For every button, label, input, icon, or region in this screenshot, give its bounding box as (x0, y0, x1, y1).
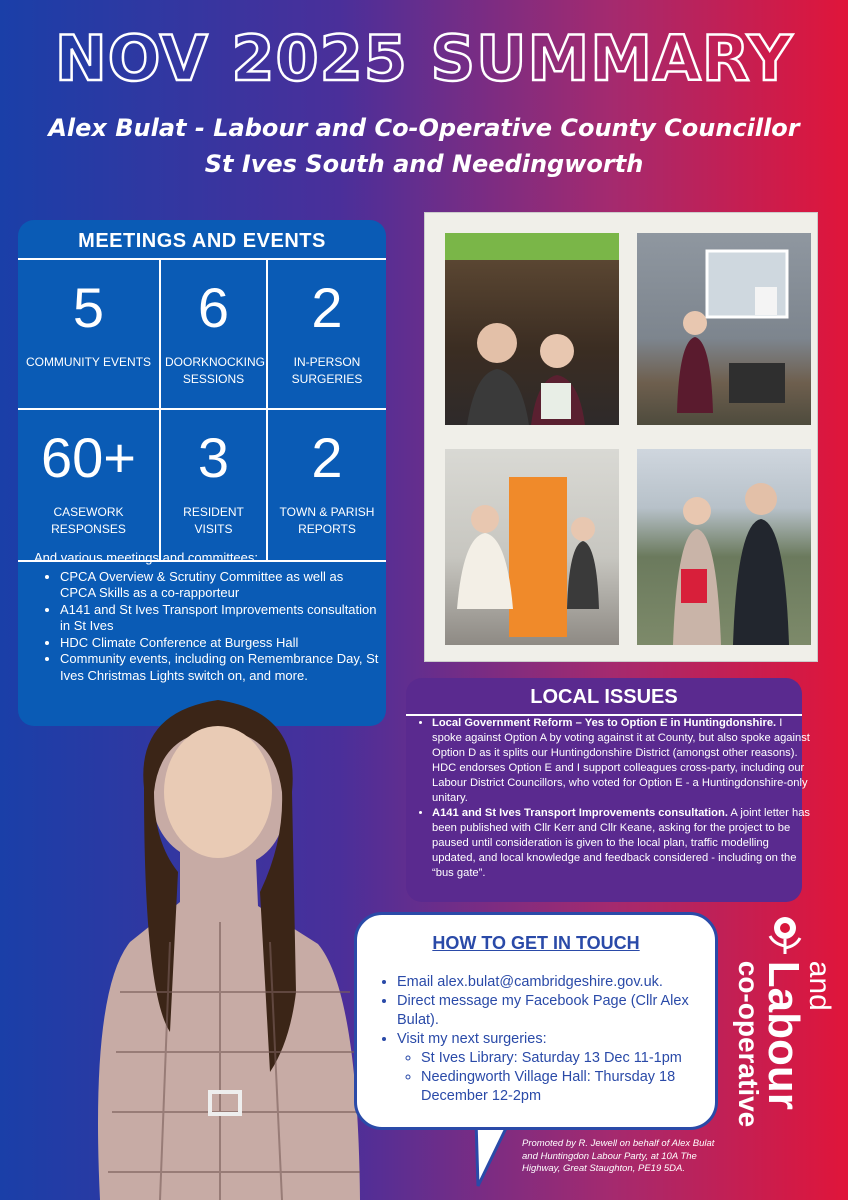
contact-heading: HOW TO GET IN TOUCH (432, 933, 640, 953)
councillor-portrait (60, 692, 390, 1200)
ward-name: St Ives South and Needingworth (204, 150, 644, 178)
logo-coop: co-operative (733, 960, 764, 1128)
stat-casework (18, 410, 161, 560)
stat-value: 5 (72, 276, 105, 339)
list-item: • A141 and St Ives Transport Improvements consultation in St Ives (60, 602, 380, 635)
speech-bubble-tail (470, 1120, 530, 1190)
local-issues-heading: LOCAL ISSUES (530, 686, 678, 708)
issue-text: A joint letter has been published with Cllr Kerr and Cllr Keane, asking for the project to be paused until consideration is given to the local plan, traffic modelling updated, and local knowledge and feedback considered - including on the “bus gate”. (432, 807, 811, 879)
people-photo-icon (637, 449, 811, 645)
stat-label: IN-PERSON SURGERIES (291, 355, 363, 386)
stat-label: TOWN & PARISH REPORTS (279, 505, 375, 536)
committees-intro: And various meetings and committees: (34, 550, 258, 565)
issue-title: A141 and St Ives Transport Improvements consultation. (432, 807, 728, 819)
photo-artsfest (445, 233, 619, 425)
stat-value: 60+ (41, 426, 136, 489)
surgery-item: ◦ St Ives Library: Saturday 13 Dec 11-1pm (421, 1049, 727, 1068)
list-item: • HDC Climate Conference at Burgess Hall (60, 635, 380, 652)
contact-email[interactable]: • Email alex.bulat@cambridgeshire.gov.uk. (397, 973, 727, 992)
logo-labour: Labour (759, 960, 808, 1110)
stat-value: 6 (197, 276, 230, 339)
stat-community-events (18, 260, 161, 410)
stat-label: DOORKNOCKING SESSIONS (165, 355, 266, 386)
logo-and: and (803, 960, 836, 1011)
stat-label: COMMUNITY EVENTS (25, 355, 152, 369)
meetings-heading: MEETINGS AND EVENTS (78, 230, 326, 252)
rose-icon (762, 908, 808, 954)
stat-value: 2 (311, 426, 343, 489)
stat-resident-visits (161, 410, 268, 560)
photo-volunteer (445, 449, 619, 645)
contact-bubble (354, 912, 718, 1130)
logo-wordmark (734, 961, 834, 1128)
issue-text: I spoke against Option A by voting against it at County, but also spoke against Option D as it splits our Huntingdonshire District (amongst other reasons). HDC endorses Option E and I support colleagues cross-party, including our Labour District Councillors, who voted for Option E - a Huntingdonshire-only unitary. (432, 717, 810, 804)
people-photo-icon (637, 233, 811, 425)
list-item (432, 806, 810, 881)
stat-town-parish (268, 410, 386, 560)
stat-surgeries (268, 260, 386, 410)
list-item: • Community events, including on Remembrance Day, St Ives Christmas Lights switch on, and more. (60, 651, 380, 684)
stats-grid (18, 258, 386, 562)
labour-coop-logo (733, 908, 836, 1180)
list-item (432, 716, 810, 806)
photo-cafe (637, 233, 811, 425)
stat-value: 2 (311, 276, 343, 339)
page-title: NOV 2025 SUMMARY (54, 22, 794, 95)
stat-doorknocking (161, 260, 268, 410)
issue-title: Local Government Reform – Yes to Option E in Huntingdonshire. (432, 717, 777, 729)
list-item: • CPCA Overview & Scrutiny Committee as well as CPCA Skills as a co-rapporteur (60, 569, 380, 602)
surgeries-intro: Visit my next surgeries: (397, 1031, 547, 1047)
promoted-by-imprint: Promoted by R. Jewell on behalf of Alex Bulat and Huntingdon Labour Party, at 10A The Highway, Great Staughton, PE19 5DA. (522, 1138, 715, 1174)
meetings-panel (18, 220, 386, 726)
contact-facebook[interactable]: • Direct message my Facebook Page (Cllr Alex Bulat). (397, 992, 727, 1030)
councillor-name: Alex Bulat - Labour and Co-Operative County Councillor (48, 114, 800, 142)
people-photo-icon (445, 449, 619, 645)
local-issues-panel (406, 678, 811, 902)
people-photo-icon (445, 233, 619, 425)
stat-value: 3 (197, 426, 230, 489)
photo-campaign (637, 449, 811, 645)
photo-collage (424, 212, 818, 662)
surgery-item: ◦ Needingworth Village Hall: Thursday 18 December 12-2pm (421, 1068, 727, 1106)
stat-label: RESIDENT VISITS (183, 505, 244, 536)
contact-surgeries (397, 1030, 727, 1106)
committees-list (34, 550, 380, 684)
stat-label: CASEWORK RESPONSES (51, 505, 126, 536)
